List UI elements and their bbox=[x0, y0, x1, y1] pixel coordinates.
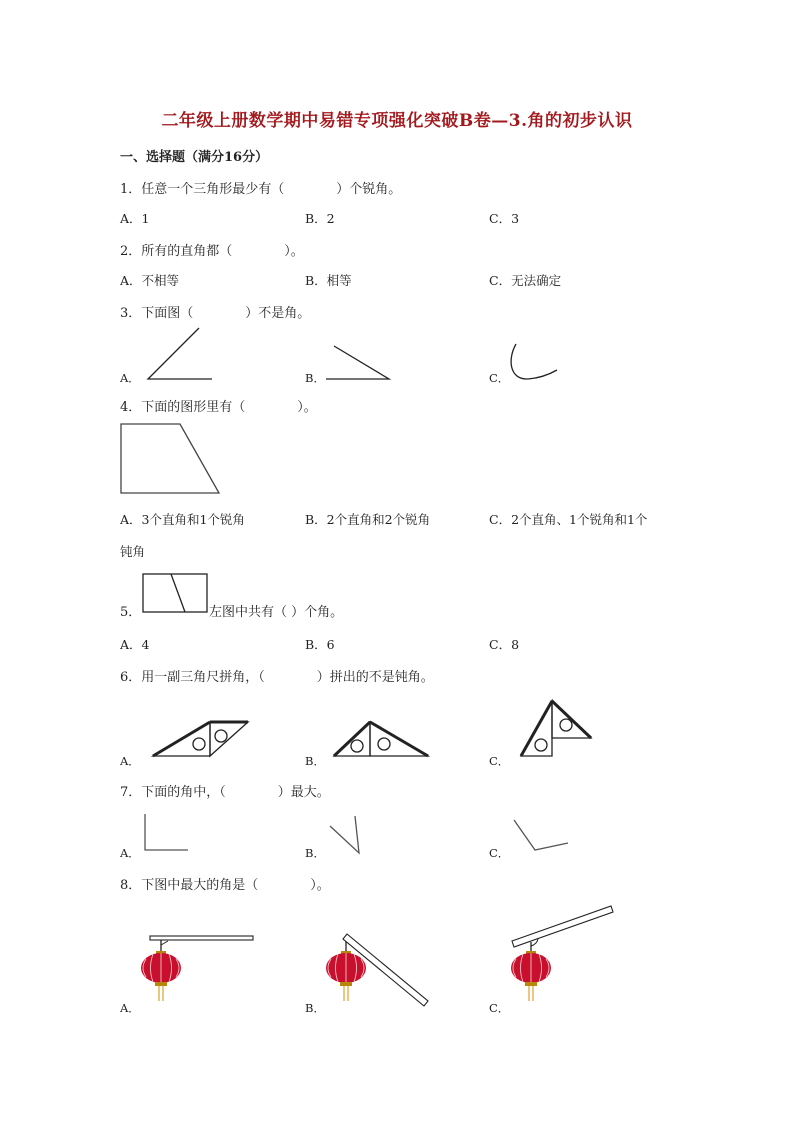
q5-option-c: C．8 bbox=[489, 637, 520, 652]
q8-angle-c-icon bbox=[511, 906, 613, 1001]
q8-option-b: B． bbox=[305, 1001, 325, 1015]
lantern-b-icon bbox=[326, 951, 366, 1001]
question-5-number: 5． bbox=[120, 605, 142, 620]
q3-option-c: C． bbox=[489, 371, 510, 385]
q4-option-c-wrap: 钝角 bbox=[120, 544, 146, 559]
q6-option-a: A． bbox=[120, 754, 140, 768]
q2-option-c: C．无法确定 bbox=[489, 273, 562, 288]
q2-option-b: B．相等 bbox=[305, 273, 352, 288]
q5-option-b: B．6 bbox=[305, 637, 335, 652]
section-heading: 一、选择题（满分16分） bbox=[120, 150, 269, 165]
q8-angle-a-icon bbox=[141, 936, 253, 1001]
question-8-stem: 8．下图中最大的角是（ ）。 bbox=[120, 878, 330, 893]
lantern-a-icon bbox=[141, 951, 181, 1001]
q7-option-a: A． bbox=[120, 846, 140, 860]
q7-option-b: B． bbox=[305, 846, 325, 860]
question-5-stem: 左图中共有（ ）个角。 bbox=[209, 605, 344, 620]
q4-option-c: C．2个直角、1个锐角和1个 bbox=[489, 512, 648, 527]
question-4-stem: 4．下面的图形里有（ ）。 bbox=[120, 400, 317, 415]
question-2-stem: 2．所有的直角都（ ）。 bbox=[120, 244, 304, 259]
q8-option-c: C． bbox=[489, 1001, 510, 1015]
q1-option-c: C．3 bbox=[489, 211, 520, 226]
question-1-stem: 1．任意一个三角形最少有（ ）个锐角。 bbox=[120, 182, 402, 197]
q5-option-a: A．4 bbox=[120, 637, 150, 652]
q7-option-c: C． bbox=[489, 846, 510, 860]
page-title: 二年级上册数学期中易错专项强化突破B卷—3.角的初步认识 bbox=[161, 111, 633, 131]
lantern-c-icon bbox=[511, 951, 551, 1001]
q8-option-a: A． bbox=[120, 1001, 140, 1015]
question-3-stem: 3．下面图（ ）不是角。 bbox=[120, 306, 311, 321]
q3-option-b: B． bbox=[305, 371, 325, 385]
q6-option-c: C． bbox=[489, 754, 510, 768]
q1-option-a: A．1 bbox=[120, 211, 150, 226]
q2-option-a: A．不相等 bbox=[120, 273, 180, 288]
question-6-stem: 6．用一副三角尺拼角，（ ）拼出的不是钝角。 bbox=[120, 670, 434, 685]
question-7-stem: 7．下面的角中，（ ）最大。 bbox=[120, 785, 330, 800]
q3-option-a: A． bbox=[120, 371, 140, 385]
q4-option-a: A．3个直角和1个锐角 bbox=[120, 512, 245, 527]
q1-option-b: B．2 bbox=[305, 211, 335, 226]
q6-option-b: B． bbox=[305, 754, 325, 768]
q4-option-b: B．2个直角和2个锐角 bbox=[305, 512, 431, 527]
q8-angle-b-icon bbox=[326, 934, 428, 1006]
